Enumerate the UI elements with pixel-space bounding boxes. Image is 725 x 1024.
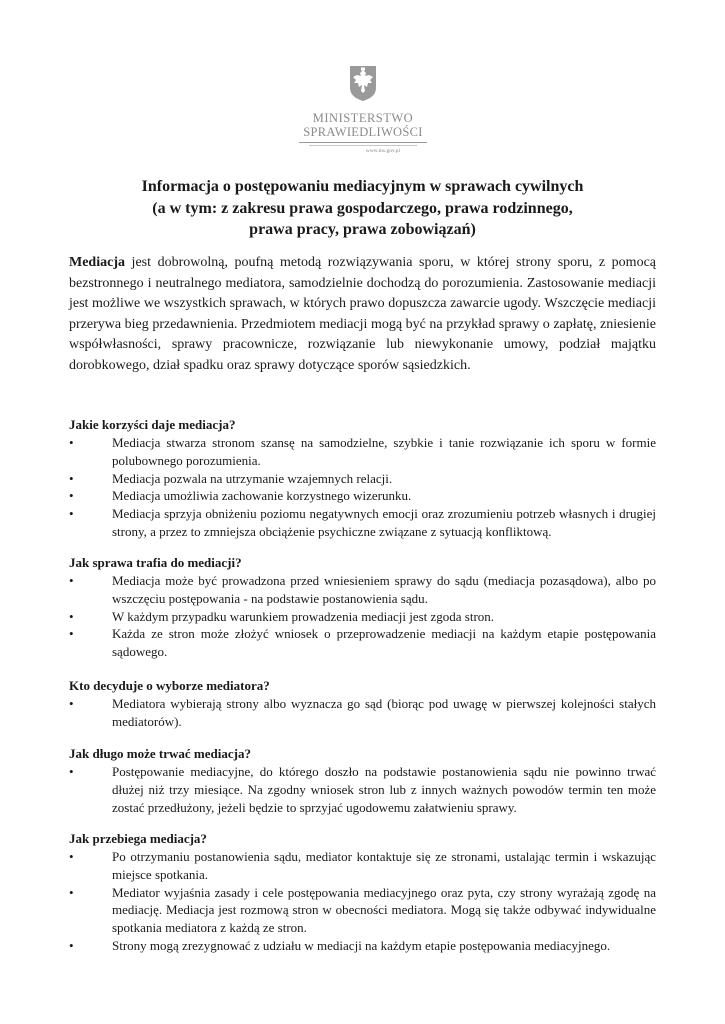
list-item (69, 884, 656, 937)
list-item-text: Mediacja pozwala na utrzymanie wzajemnych relacji. (112, 470, 393, 486)
bullet: • (69, 488, 74, 504)
bullet: • (69, 470, 74, 486)
list-item-text: Mediacja stwarza stronom szansę na samodzielne, szybkie i tanie rozwiązanie ich sporu w formie polubownego porozumienia. (112, 435, 656, 468)
logo-ministry-word: MINISTERSTWO (312, 111, 414, 125)
bullet: • (69, 764, 74, 779)
section-heading: Jakie korzyści daje mediacja? (69, 417, 236, 432)
list-item-text: Mediacja umożliwia zachowanie korzystnego wizerunku. (112, 488, 412, 504)
bullet: • (69, 608, 74, 624)
list-item-text: Każda ze stron może złożyć wniosek o przeprowadzenie mediacji na każdym etapie postępowania sądowego. (112, 626, 656, 660)
list-item (69, 572, 656, 608)
logo-justice-word: SPRAWIEDLIWOŚCI (303, 125, 423, 139)
section-how-case-reaches-mediation (69, 554, 656, 661)
list-item (69, 470, 656, 488)
list-item (69, 487, 656, 505)
bullet: • (69, 937, 74, 953)
list-item-text: Mediator wyjaśnia zasady i cele postępowania mediacyjnego oraz pyta, czy strony wyrażają zgodę na mediację. Mediacja jest rozmową stron w obecności mediatora. Mogą się także odbywać indywidualne spotkania mediatora z każdą ze stron. (112, 884, 656, 936)
logo-divider (299, 142, 427, 143)
bullet-list (69, 572, 656, 661)
bullet-list (69, 434, 656, 541)
section-heading: Jak sprawa trafia do mediacji? (69, 555, 242, 570)
logo-divider (309, 145, 417, 146)
bullet: • (69, 626, 74, 642)
list-item-text: Strony mogą zrezygnować z udziału w mediacji na każdym etapie postępowania mediacyjnego. (112, 937, 611, 953)
bullet: • (69, 696, 74, 711)
list-item (69, 695, 656, 731)
bullet-list (69, 695, 656, 731)
bullet: • (69, 849, 74, 864)
bullet: • (69, 884, 74, 900)
logo-url: www.ms.gov.pl (365, 148, 400, 154)
bullet-list (69, 763, 656, 816)
list-item (69, 763, 656, 816)
list-item-text: Mediacja sprzyja obniżeniu poziomu negatywnych emocji oraz zrozumieniu potrzeb własnych i drugiej strony, a przez to zmniejsza obciążenie psychiczne związane z sytuacją konfliktową. (112, 506, 656, 539)
list-item (69, 848, 656, 884)
section-duration (69, 745, 656, 816)
list-item (69, 625, 656, 661)
document-title (60, 176, 665, 241)
bullet: • (69, 435, 74, 450)
title-line: (a w tym: z zakresu prawa gospodarczego, prawa rodzinnego, (152, 199, 573, 217)
section-heading: Kto decyduje o wyborze mediatora? (69, 678, 270, 693)
title-line: prawa pracy, prawa zobowiązań) (249, 221, 476, 238)
list-item (69, 434, 656, 470)
section-heading: Jak długo może trwać mediacja? (69, 746, 251, 761)
list-item (69, 505, 656, 541)
title-line: Informacja o postępowaniu mediacyjnym w sprawach cywilnych (141, 178, 584, 195)
section-course (69, 830, 656, 955)
list-item (69, 608, 656, 626)
bullet-list (69, 848, 656, 955)
list-item-text: Postępowanie mediacyjne, do którego doszło na podstawie postanowienia sądu nie powinno trwać dłużej niż trzy miesiące. Na zgodny wniosek stron lub z innych ważnych powodów termin ten może zostać przedłużony, jeżeli będzie to sprzyjać ugodowemu załatwieniu sprawy. (112, 764, 656, 815)
bullet: • (69, 573, 74, 588)
ministry-logo (290, 64, 436, 154)
bullet: • (69, 506, 74, 522)
section-benefits (69, 416, 656, 541)
intro-term: Mediacja (69, 255, 125, 270)
intro-paragraph (69, 253, 656, 377)
list-item-text: W każdym przypadku warunkiem prowadzenia mediacji jest zgoda stron. (112, 608, 495, 624)
list-item-text: Po otrzymaniu postanowienia sądu, mediator kontaktuje się ze stronami, ustalając termin i wskazując miejsce spotkania. (112, 849, 656, 882)
list-item-text: Mediacja może być prowadzona przed wniesieniem sprawy do sądu (mediacja pozasądowa), albo po wszczęciu postępowania - na podstawie postanowienia sądu. (112, 573, 656, 606)
list-item-text: Mediatora wybierają strony albo wyznacza go sąd (biorąc pod uwagę w pierwszej kolejności stałych mediatorów). (112, 696, 656, 729)
eagle-emblem-icon (348, 64, 378, 102)
section-mediator-choice (69, 677, 656, 731)
list-item (69, 937, 656, 955)
intro-text: jest dobrowolną, poufną metodą rozwiązywania sporu, w której strony sporu, z pomocą bezstronnego i neutralnego mediatora, samodzielnie dochodzą do porozumienia. Zastosowanie mediacji jest możliwe we wszystkich sprawach, w których prawo dopuszcza zawarcie ugody. Wszczęcie mediacji przerywa bieg przedawnienia. Przedmiotem mediacji mogą być na przykład sprawy o zapłatę, zniesienie współwłasności, sprawy pracownicze, rozwiązanie lub niewykonanie umowy, podział majątku dorobkowego, dział spadku oraz sprawy dotyczące sporów sąsiedzkich. (69, 255, 656, 373)
section-heading: Jak przebiega mediacja? (69, 831, 207, 846)
